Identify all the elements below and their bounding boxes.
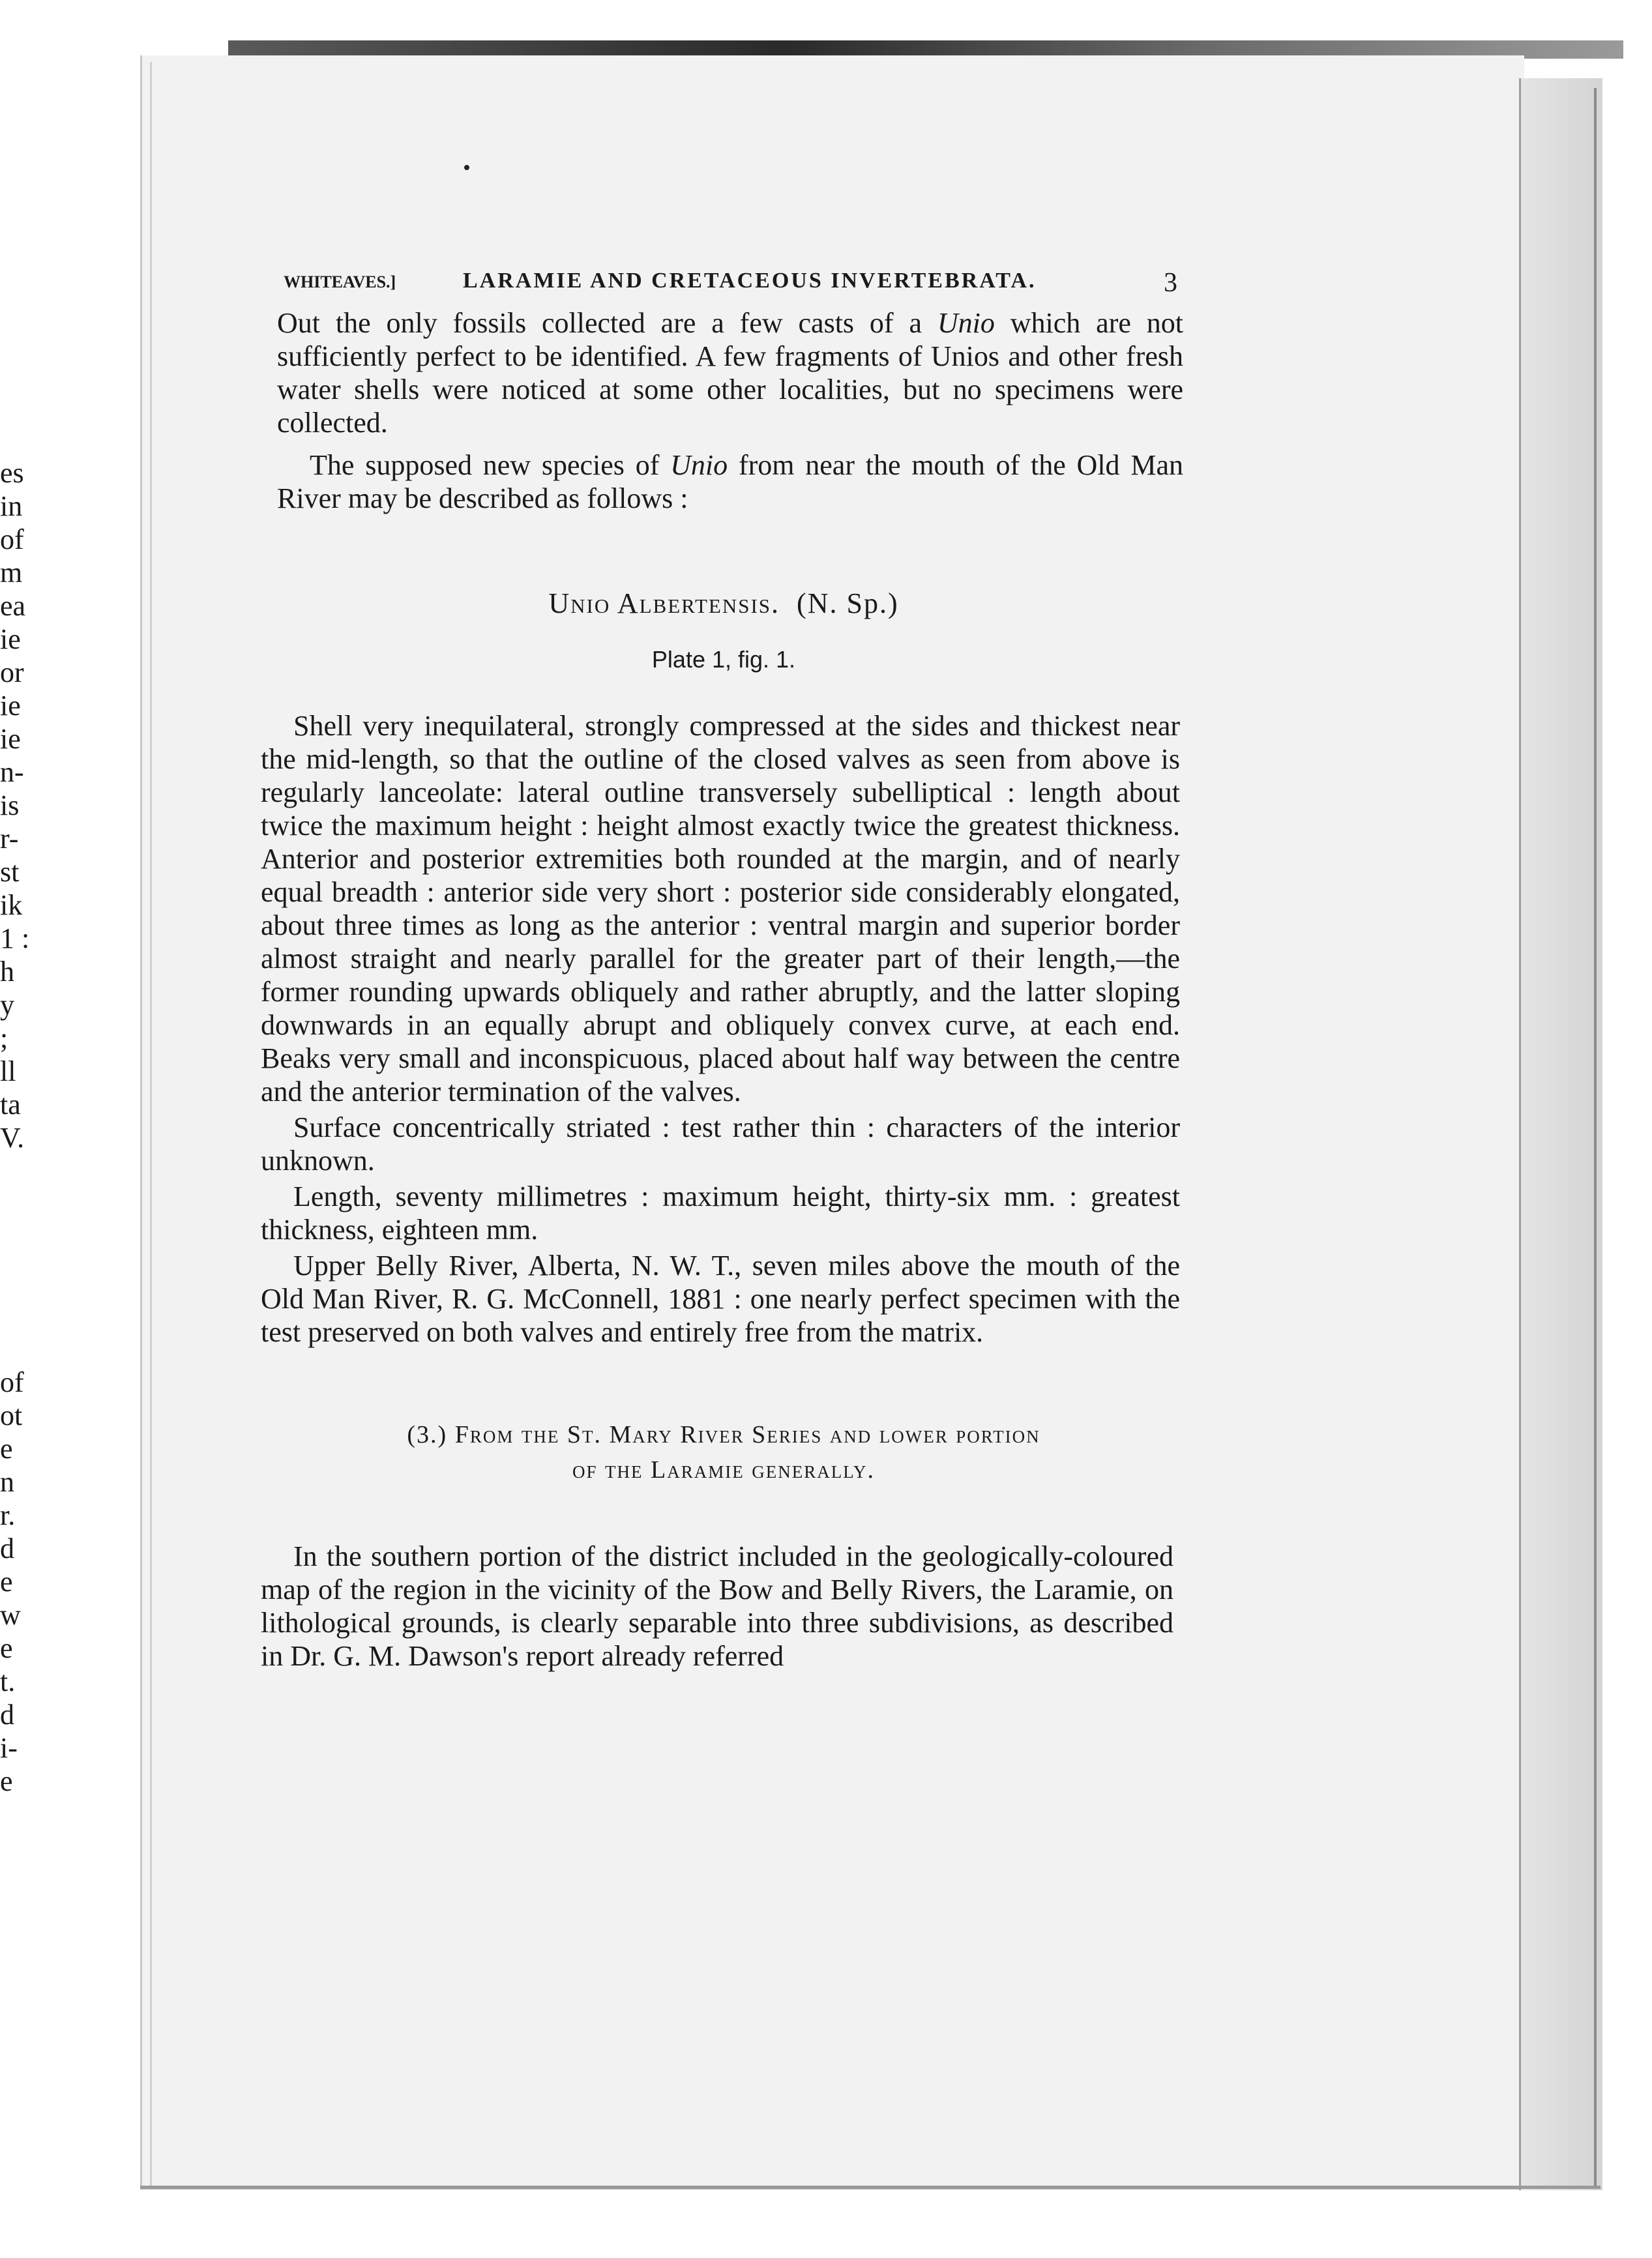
facing-page-fragment: V. <box>0 1122 25 1154</box>
facing-page-fragment: ot <box>0 1400 23 1431</box>
species-designation: (N. Sp.) <box>797 587 899 619</box>
facing-page-fragment: or <box>0 656 24 688</box>
species-description <box>261 709 1180 1349</box>
page-content <box>261 261 1187 1673</box>
section-heading-line-2: of the Laramie generally. <box>572 1456 875 1484</box>
facing-page-fragment: in <box>0 490 23 522</box>
closing-block <box>261 1540 1173 1673</box>
facing-page-fragment: e <box>0 1765 13 1797</box>
facing-page-fragment: ie <box>0 723 21 755</box>
facing-page-fragment: h <box>0 956 14 988</box>
facing-page-fragment: ie <box>0 623 21 655</box>
facing-page-fragment: ea <box>0 590 26 622</box>
facing-page-fragment: i- <box>0 1732 18 1764</box>
facing-page-fragment: r- <box>0 823 19 855</box>
section-heading-line-1: From the St. Mary River Series and lower portion <box>454 1421 1040 1448</box>
facing-page-fragment: r. <box>0 1499 16 1531</box>
description-paragraph: Length, seventy millimetres : maximum height, thirty-six mm. : greatest thickness, eighteen mm. <box>261 1180 1180 1246</box>
facing-page-fragment: m <box>0 557 23 589</box>
facing-page-fragment: n <box>0 1466 14 1498</box>
facing-page-fragment: ie <box>0 690 21 722</box>
facing-page-fragment: of <box>0 1366 24 1398</box>
facing-page-fragment: d <box>0 1699 14 1731</box>
intro-paragraph-2: The supposed new species of Unio from near the mouth of the Old Man River may be described as follows : <box>277 449 1183 514</box>
facing-page-fragment: t. <box>0 1665 16 1697</box>
running-header <box>261 261 1187 306</box>
facing-page-fragments-bottom <box>0 1366 39 1798</box>
description-paragraph: Surface concentrically striated : test rather thin : characters of the interior unknown. <box>261 1111 1180 1177</box>
species-title <box>261 587 1187 620</box>
page-number: 3 <box>1164 268 1178 298</box>
facing-page-fragment: 1 : <box>0 922 30 954</box>
section-number: (3.) <box>407 1421 448 1448</box>
facing-page-fragment: ta <box>0 1089 21 1121</box>
description-paragraph: Upper Belly River, Alberta, N. W. T., seven miles above the mouth of the Old Man River, R. G. McConnell, 1881 : one nearly perfect specimen with the test preserved on both valves and entirely free from the matrix. <box>261 1250 1180 1348</box>
facing-page-fragment: e <box>0 1566 13 1598</box>
page-bottom-edge <box>140 2186 1600 2189</box>
facing-page-fragment: w <box>0 1599 21 1631</box>
facing-page-fragment: n- <box>0 756 24 788</box>
facing-page-fragment: e <box>0 1433 13 1465</box>
facing-page-fragment: ; <box>0 1022 8 1054</box>
description-paragraph: Shell very inequilateral, strongly compressed at the sides and thickest near the mid-length, so that the outline of the closed valves as seen from above is regularly lanceolate: lateral outline transversely subelliptical : length about twice the maximum height : height almost exactly twice the greatest thickness. Anterior and posterior extremities both rounded at the margin, and of nearly equal breadth : anterior side very short : posterior side considerably elongated, about three times as long as the anterior : ventral margin and superior border almost straight and nearly parallel for the greater part of their length,—the former rounding upwards obliquely and rather abruptly, and the latter sloping downwards in an equally abrupt and obliquely convex curve, at each end. Beaks very small and inconspicuous, placed about half way between the centre and the anterior termination of the valves. <box>261 710 1180 1107</box>
page-right-edge-line <box>1594 88 1597 2187</box>
section-heading <box>261 1417 1187 1488</box>
facing-page-fragment: d <box>0 1532 14 1564</box>
plate-reference: Plate 1, fig. 1. <box>651 646 796 673</box>
header-title: LARAMIE AND CRETACEOUS INVERTEBRATA. <box>463 269 1037 293</box>
speck <box>464 165 469 170</box>
page-right-edge <box>1519 78 1602 2190</box>
facing-page-fragment: y <box>0 989 14 1021</box>
species-name: Unio Albertensis. <box>548 587 780 619</box>
facing-page-fragment: is <box>0 789 20 821</box>
facing-page-fragment: es <box>0 457 24 489</box>
facing-page-fragment: st <box>0 856 20 888</box>
facing-page-fragments-top <box>0 456 39 1154</box>
closing-paragraph: In the southern portion of the district included in the geologically-coloured map of the region in the vicinity of the Bow and Belly Rivers, the Laramie, on lithological grounds, is clearly separable into three subdivisions, as described in Dr. G. M. Dawson's report already referred <box>261 1540 1173 1672</box>
facing-page-fragment: ll <box>0 1055 16 1087</box>
facing-page-fragment: of <box>0 523 24 555</box>
intro-paragraph-1: Out the only fossils collected are a few casts of a Unio which are not sufficiently perfect to be identified. A few fragments of Unios and other fresh water shells were noticed at some other localities, but no specimens were collected. <box>277 307 1183 439</box>
facing-page-fragment: ik <box>0 889 23 921</box>
facing-page-fragment: e <box>0 1632 13 1664</box>
header-author: WHITEAVES.] <box>284 272 396 291</box>
page-spine-line <box>150 62 152 2187</box>
